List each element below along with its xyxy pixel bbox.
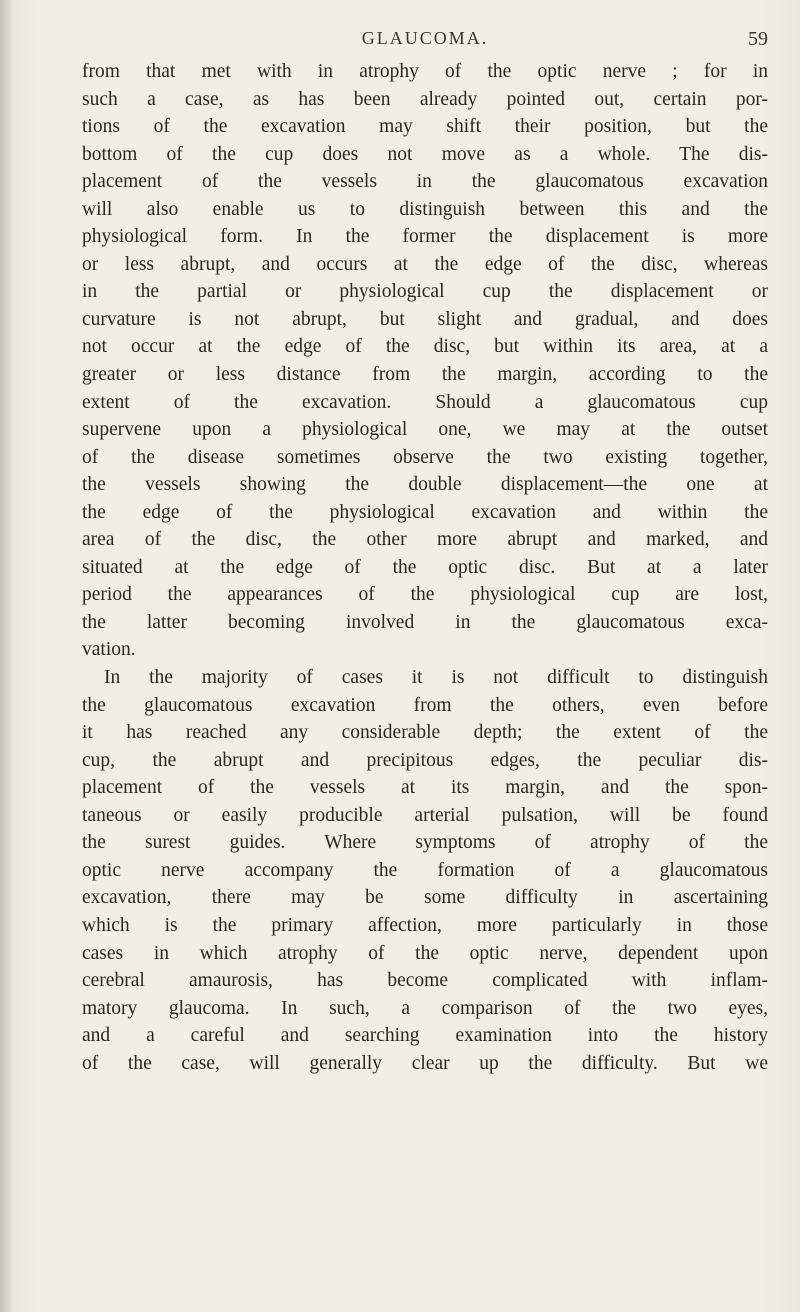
text-line: cup, the abrupt and precipitous edges, the peculiar dis-	[82, 749, 768, 771]
paragraph-2	[82, 664, 768, 1077]
text-line: In the majority of cases it is not difficult to distinguish	[104, 667, 768, 689]
text-line: the latter becoming involved in the glaucomatous exca-	[82, 611, 768, 633]
text-line: greater or less distance from the margin, according to the	[82, 364, 768, 386]
text-line: situated at the edge of the optic disc. But at a later	[82, 556, 768, 578]
text-line: supervene upon a physiological one, we may at the outset	[82, 419, 768, 441]
paragraph-1	[82, 58, 768, 664]
text-line: the surest guides. Where symptoms of atrophy of the	[82, 832, 768, 854]
text-line: which is the primary affection, more particularly in those	[82, 914, 768, 936]
text-line: the glaucomatous excavation from the others, even before	[82, 694, 768, 716]
text-line: extent of the excavation. Should a glaucomatous cup	[82, 391, 768, 413]
text-line: excavation, there may be some difficulty in ascertaining	[82, 887, 768, 909]
text-line: in the partial or physiological cup the displacement or	[82, 281, 768, 303]
text-line: area of the disc, the other more abrupt and marked, and	[82, 529, 768, 551]
binding-shadow	[0, 0, 14, 1312]
text-line: such a case, as has been already pointed out, certain por-	[82, 88, 768, 110]
text-line: of the disease sometimes observe the two existing together,	[82, 446, 768, 468]
text-line: placement of the vessels in the glaucomatous excavation	[82, 171, 768, 193]
text-line: vation.	[82, 639, 136, 661]
text-line: from that met with in atrophy of the optic nerve ; for in	[82, 61, 768, 82]
text-line: it has reached any considerable depth; the extent of the	[82, 722, 768, 744]
text-line: curvature is not abrupt, but slight and gradual, and does	[82, 308, 768, 330]
text-line: cases in which atrophy of the optic nerve, dependent upon	[82, 942, 768, 964]
text-line: the vessels showing the double displacement—the one at	[82, 474, 768, 496]
text-line: or less abrupt, and occurs at the edge of the disc, whereas	[82, 253, 768, 275]
text-line: will also enable us to distinguish between this and the	[82, 198, 768, 220]
text-line: and a careful and searching examination into the history	[82, 1025, 768, 1047]
text-line: of the case, will generally clear up the difficulty. But we	[82, 1052, 768, 1074]
text-line: cerebral amaurosis, has become complicated with inflam-	[82, 970, 768, 992]
text-line: the edge of the physiological excavation and within the	[82, 501, 768, 523]
page-number: 59	[748, 28, 768, 50]
text-line: physiological form. In the former the displacement is more	[82, 226, 768, 248]
text-line: matory glaucoma. In such, a comparison of the two eyes,	[82, 997, 768, 1019]
text-line: optic nerve accompany the formation of a glaucomatous	[82, 859, 768, 881]
text-line: bottom of the cup does not move as a whole. The dis-	[82, 143, 768, 165]
text-line: placement of the vessels at its margin, and the spon-	[82, 777, 768, 799]
text-line: not occur at the edge of the disc, but within its area, at a	[82, 336, 768, 358]
running-head	[82, 28, 768, 52]
text-line: tions of the excavation may shift their position, but the	[82, 116, 768, 138]
running-title: GLAUCOMA.	[361, 28, 489, 48]
text-line: period the appearances of the physiological cup are lost,	[82, 584, 768, 606]
text-line: taneous or easily producible arterial pulsation, will be found	[82, 804, 768, 826]
body-text	[82, 58, 768, 1077]
